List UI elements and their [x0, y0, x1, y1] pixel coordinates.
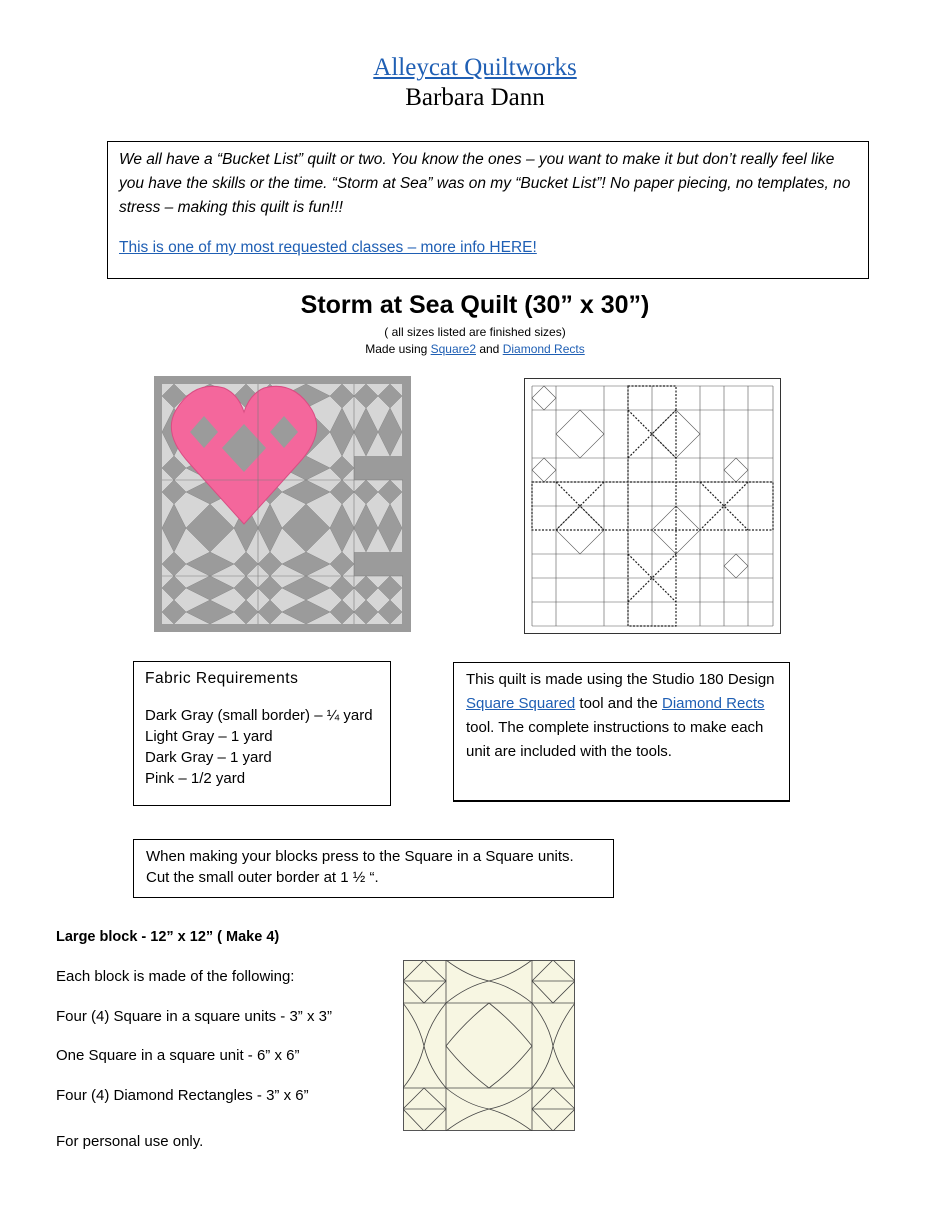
intro-box [107, 141, 869, 279]
tools-text-b: tool and the [575, 695, 662, 712]
fabric-requirements-box [133, 661, 391, 806]
colored-quilt-image [154, 376, 411, 632]
sizes-note: ( all sizes listed are finished sizes) [384, 325, 566, 339]
block-item: One Square in a square unit - 6” x 6” [56, 1047, 300, 1064]
more-info-link[interactable]: This is one of my most requested classes – more info HERE! [119, 239, 537, 256]
author-name: Barbara Dann [405, 84, 545, 111]
made-using-line [0, 342, 950, 356]
diamond-rects-link[interactable]: Diamond Rects [502, 342, 585, 356]
tools-text-a: This quilt is made using the Studio 180 Design [466, 671, 775, 688]
diamond-rects-tool-link[interactable]: Diamond Rects [661, 695, 765, 712]
block-made-of: Each block is made of the following: [56, 968, 295, 985]
line-drawing-quilt-image [524, 378, 781, 634]
fabric-item: Pink – 1/2 yard [145, 770, 246, 787]
tools-box [453, 662, 790, 802]
quilt-title: Storm at Sea Quilt (30” x 30”) [300, 291, 650, 319]
large-block-diagram [403, 960, 575, 1131]
fabric-item: Light Gray – 1 yard [145, 728, 273, 745]
large-block-title: Large block - 12” x 12” ( Make 4) [56, 929, 280, 945]
fabric-item: Dark Gray (small border) – ¼ yard [145, 707, 373, 724]
made-using-prefix: Made using [365, 342, 431, 356]
fabric-heading: Fabric Requirements [145, 670, 299, 687]
site-title-link[interactable]: Alleycat Quiltworks [373, 54, 577, 81]
site-title [0, 54, 950, 82]
press-note-line2: Cut the small outer border at 1 ½ “. [146, 869, 379, 886]
fabric-item: Dark Gray – 1 yard [145, 749, 272, 766]
press-note-line1: When making your blocks press to the Square in a Square units. [146, 848, 574, 865]
personal-use-note: For personal use only. [56, 1133, 204, 1150]
block-item: Four (4) Diamond Rectangles - 3” x 6” [56, 1087, 309, 1104]
square2-link[interactable]: Square2 [430, 342, 476, 356]
square-squared-link[interactable]: Square Squared [466, 695, 576, 712]
block-item: Four (4) Square in a square units - 3” x 3” [56, 1008, 332, 1025]
intro-text: We all have a “Bucket List” quilt or two. You know the ones – you want to make it but don’t really feel like you have the skills or the time. “Storm at Sea” was on my “Bucket List”! No paper piecing, no templates, no stress – making this quilt is fun!!! [119, 151, 851, 216]
and-text: and [476, 342, 503, 356]
tools-text-c: tool. The complete instructions to make each unit are included with the tools. [466, 719, 764, 760]
press-note-box [133, 839, 614, 898]
